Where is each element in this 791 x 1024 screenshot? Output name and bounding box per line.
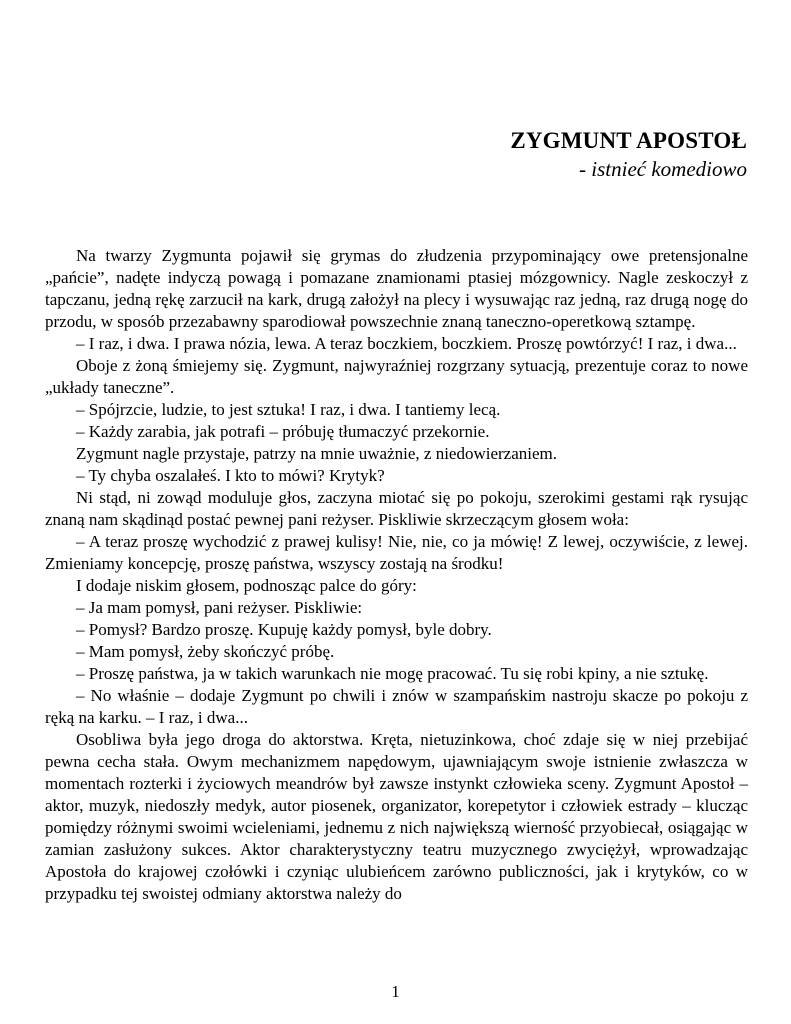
paragraph: – Proszę państwa, ja w takich warunkach nie mogę pracować. Tu się robi kpiny, a nie sztukę. bbox=[76, 664, 709, 683]
paragraph: Ni stąd, ni zowąd moduluje głos, zaczyna miotać się po pokoju, szerokimi gestami rąk rysując znaną nam skądinąd postać pewnej pani reżyser. Piskliwie skrzeczącym głosem woła: bbox=[45, 488, 748, 529]
page-subtitle: - istnieć komediowo bbox=[579, 157, 747, 182]
paragraph: Oboje z żoną śmiejemy się. Zygmunt, najwyraźniej rozgrzany sytuacją, prezentuje coraz to nowe „układy taneczne”. bbox=[45, 356, 748, 397]
paragraph: – Spójrzcie, ludzie, to jest sztuka! I raz, i dwa. I tantiemy lecą. bbox=[76, 400, 501, 419]
title-block bbox=[45, 128, 747, 182]
paragraph: – Mam pomysł, żeby skończyć próbę. bbox=[76, 642, 335, 661]
page-title: ZYGMUNT APOSTOŁ bbox=[510, 128, 747, 153]
paragraph: Na twarzy Zygmunta pojawił się grymas do złudzenia przypominający owe pretensjonalne „pańcie”, nadęte indyczą powagą i pomazane znamionami ptasiej mózgownicy. Nagle zeskoczył z tapczanu, jedną rękę zarzucił na kark, drugą założył na plecy i wysuwając raz jedną, raz drugą nogę do przodu, w sposób przezabawny sparodiował powszechnie znaną taneczno-operetkową sztampę. bbox=[45, 246, 748, 331]
paragraph: Osobliwa była jego droga do aktorstwa. Kręta, nietuzinkowa, choć zdaje się w niej przebijać pewna cecha stała. Owym mechanizmem napędowym, ujawniającym swoje istnienie zwłaszcza w momentach rozterki i życiowych meandrów był zawsze instynkt człowieka sceny. Zygmunt Apostoł – aktor, muzyk, niedoszły medyk, autor piosenek, organizator, korepetytor i człowiek estrady – klucząc pomiędzy różnymi swoimi wcieleniami, jednemu z nich największą wierność przyobiecał, osiągając w zamian zasłużony sukces. Aktor charakterystyczny teatru muzycznego zwyciężył, wprowadzając Apostoła do krajowej czołówki i czyniąc ulubieńcem zarówno publiczności, jak i krytyków, co w przypadku tej swoistej odmiany aktorstwa należy do bbox=[45, 730, 748, 903]
paragraph: Zygmunt nagle przystaje, patrzy na mnie uważnie, z niedowierzaniem. bbox=[76, 444, 558, 463]
paragraph: – No właśnie – dodaje Zygmunt po chwili i znów w szampańskim nastroju skacze po pokoju z ręką na karku. – I raz, i dwa... bbox=[45, 686, 748, 727]
paragraph: – I raz, i dwa. I prawa nózia, lewa. A teraz boczkiem, boczkiem. Proszę powtórzyć! I raz, i dwa... bbox=[76, 334, 737, 353]
paragraph: – Każdy zarabia, jak potrafi – próbuję tłumaczyć przekornie. bbox=[76, 422, 490, 441]
paragraph: – Ja mam pomysł, pani reżyser. Piskliwie: bbox=[76, 598, 363, 617]
paragraph: – Ty chyba oszalałeś. I kto to mówi? Krytyk? bbox=[76, 466, 385, 485]
paragraph: – Pomysł? Bardzo proszę. Kupuję każdy pomysł, byle dobry. bbox=[76, 620, 492, 639]
page-body bbox=[45, 245, 748, 905]
paragraph: I dodaje niskim głosem, podnosząc palce do góry: bbox=[76, 576, 417, 595]
paragraph: – A teraz proszę wychodzić z prawej kulisy! Nie, nie, co ja mówię! Z lewej, oczywiście, z lewej. Zmieniamy koncepcję, proszę państwa, wszyscy zostają na środku! bbox=[45, 532, 748, 573]
page-number: 1 bbox=[391, 982, 400, 1001]
